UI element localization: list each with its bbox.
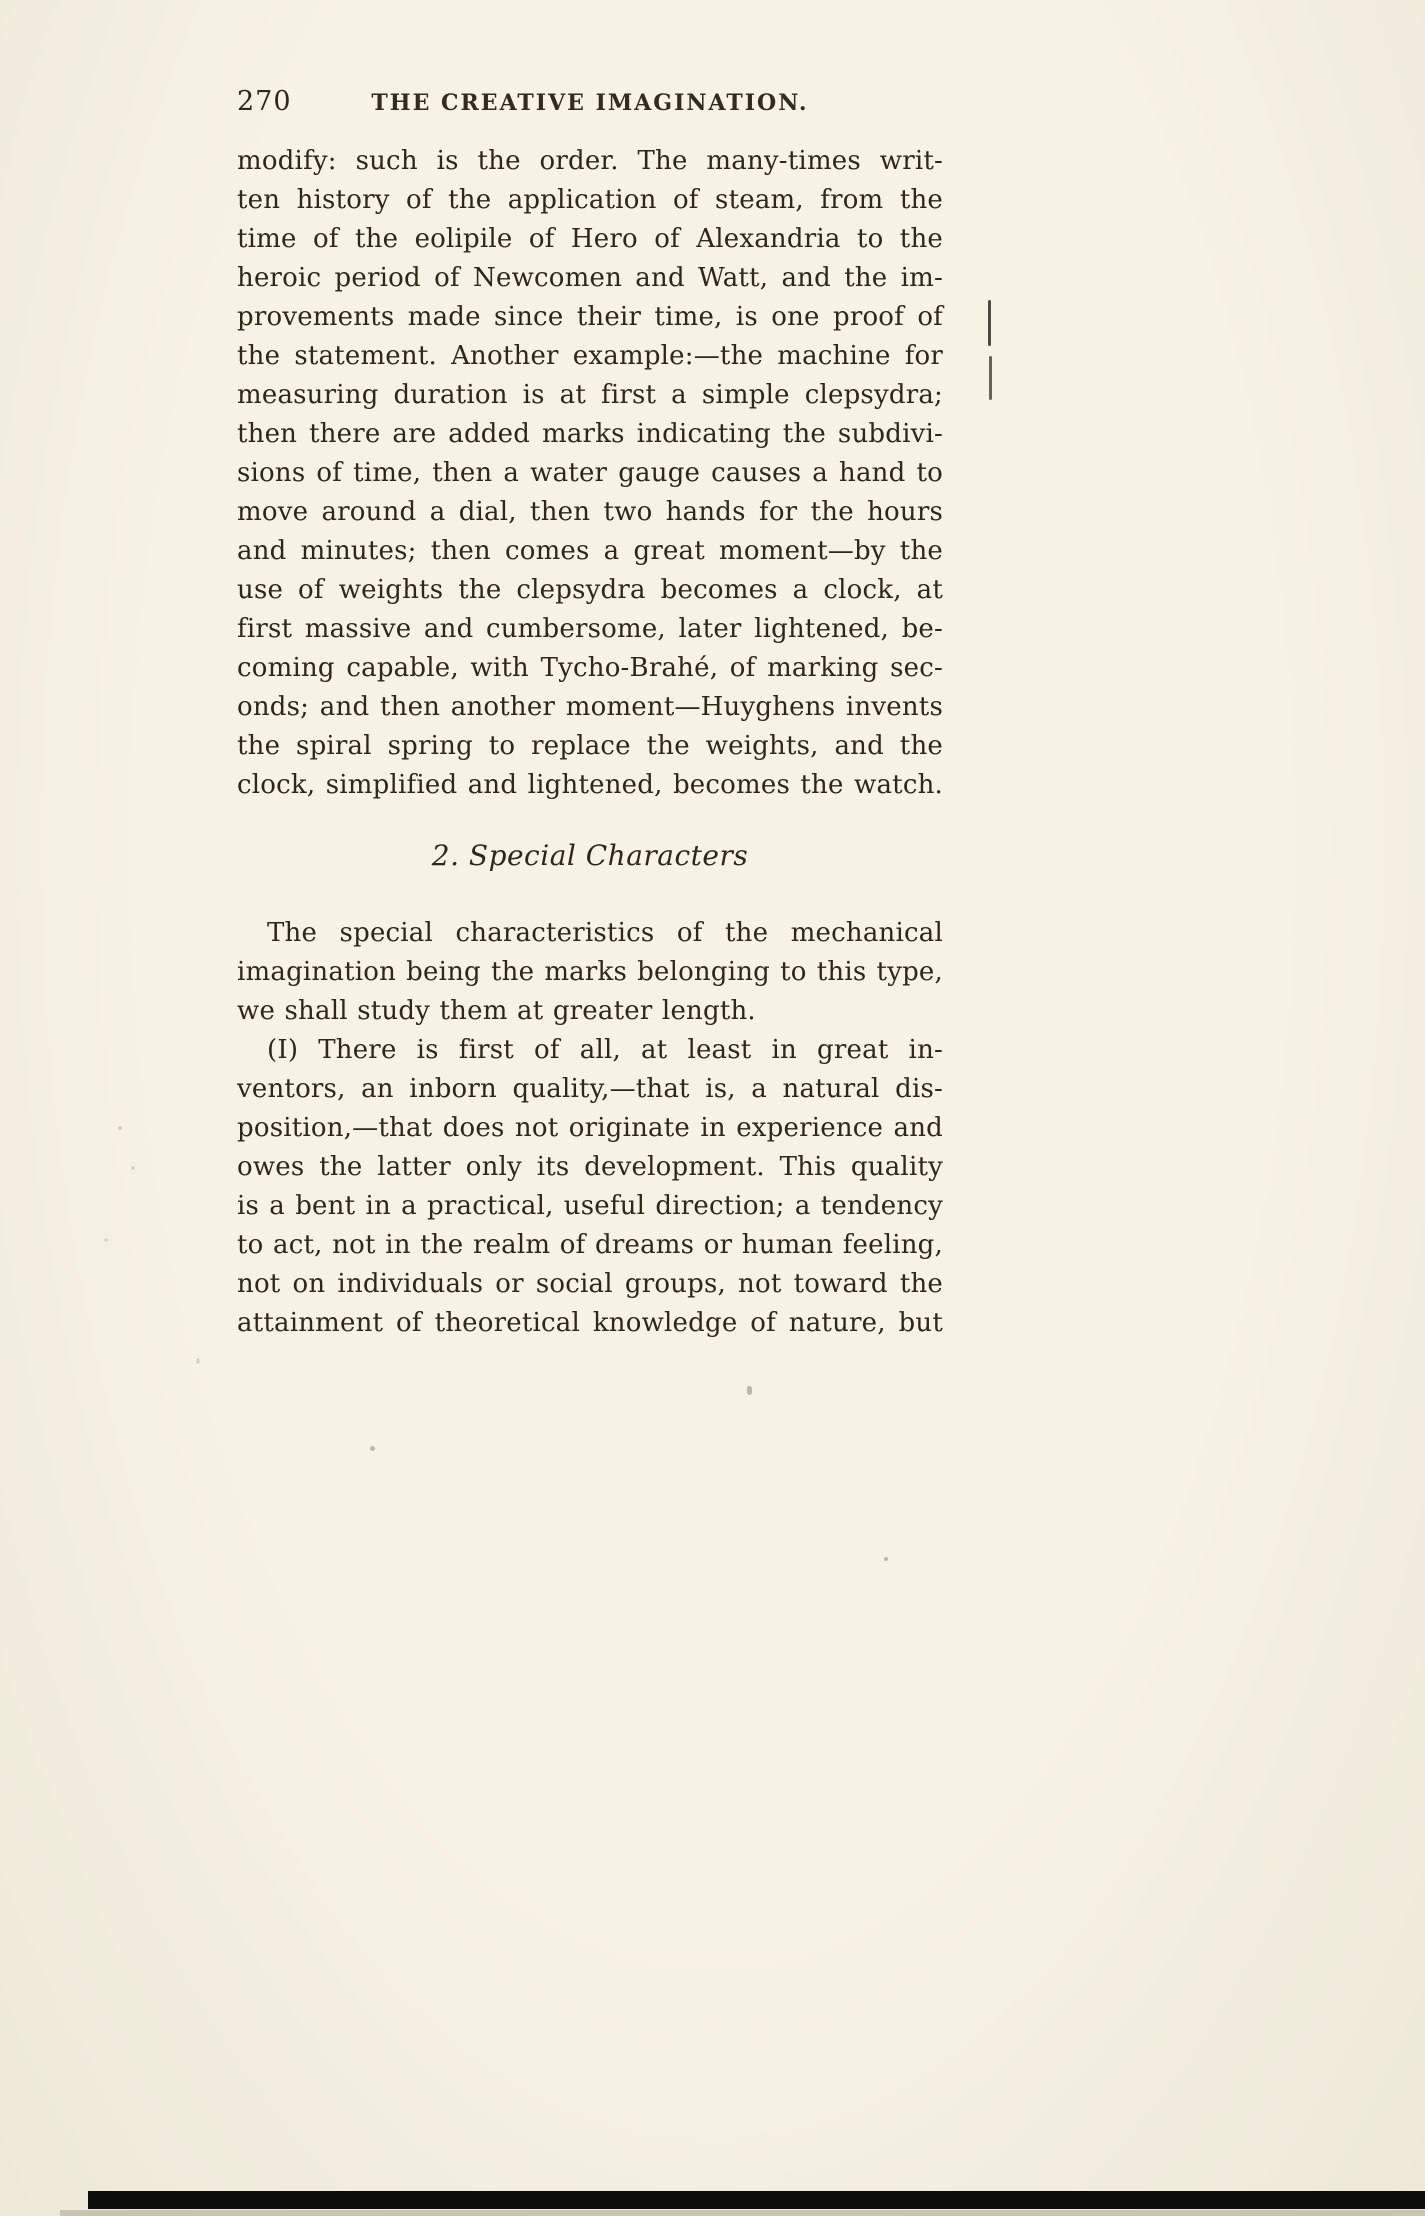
scan-speck: [131, 1166, 135, 1170]
page-header-title: THE CREATIVE IMAGINATION.: [371, 90, 809, 116]
text-line: ten history of the application of steam, from the: [237, 185, 943, 215]
paragraph-1: [237, 142, 943, 805]
text-line: clock, simplified and lightened, becomes the watch.: [237, 770, 943, 800]
text-line: and minutes; then comes a great moment—by the: [237, 536, 943, 566]
text-line: modify: such is the order. The many-times writ-: [237, 146, 943, 176]
scan-edge-mark: [988, 300, 991, 346]
scan-speck: [196, 1358, 200, 1364]
text-line: the statement. Another example:—the machine for: [237, 341, 943, 371]
text-line: imagination being the marks belonging to this type,: [237, 957, 943, 987]
scan-speck: [747, 1386, 752, 1395]
text-line: (I) There is first of all, at least in great in-: [267, 1035, 943, 1065]
text-line: coming capable, with Tycho-Brahé, of marking sec-: [237, 653, 943, 683]
text-line: we shall study them at greater length.: [237, 996, 756, 1026]
text-line: owes the latter only its development. This quality: [237, 1152, 943, 1182]
text-line: onds; and then another moment—Huyghens invents: [237, 692, 943, 722]
text-line: move around a dial, then two hands for the hours: [237, 497, 943, 527]
text-line: position,—that does not originate in experience and: [237, 1113, 943, 1143]
text-line: attainment of theoretical knowledge of nature, but: [237, 1308, 943, 1338]
paragraph-2: [237, 914, 943, 1031]
section-heading: 2. Special Characters: [431, 839, 749, 872]
text-line: the spiral spring to replace the weights, and the: [237, 731, 943, 761]
text-line: provements made since their time, is one proof of: [237, 302, 943, 332]
text-line: measuring duration is at first a simple clepsydra;: [237, 380, 943, 410]
scan-bottom-bar: [88, 2191, 1425, 2209]
text-line: first massive and cumbersome, later lightened, be-: [237, 614, 943, 644]
scan-speck: [884, 1557, 888, 1561]
text-line: not on individuals or social groups, not toward the: [237, 1269, 943, 1299]
text-line: is a bent in a practical, useful direction; a tendency: [237, 1191, 943, 1221]
text-line: to act, not in the realm of dreams or human feeling,: [237, 1230, 943, 1260]
text-line: heroic period of Newcomen and Watt, and the im-: [237, 263, 943, 293]
paragraph-3: [237, 1031, 943, 1343]
text-line: The special characteristics of the mechanical: [267, 918, 943, 948]
text-line: then there are added marks indicating the subdivi-: [237, 419, 943, 449]
running-header: [237, 84, 943, 118]
scan-edge-mark: [989, 356, 992, 400]
text-line: use of weights the clepsydra becomes a clock, at: [237, 575, 943, 605]
page-number: 270: [237, 86, 292, 117]
scan-speck: [104, 1238, 108, 1242]
text-line: ventors, an inborn quality,—that is, a natural dis-: [237, 1074, 943, 1104]
scan-speck: [370, 1446, 375, 1451]
scan-speck: [118, 1126, 122, 1130]
text-line: time of the eolipile of Hero of Alexandria to the: [237, 224, 943, 254]
text-block: [237, 142, 943, 1343]
text-line: sions of time, then a water gauge causes a hand to: [237, 458, 943, 488]
scan-bottom-shadow: [60, 2210, 1425, 2216]
